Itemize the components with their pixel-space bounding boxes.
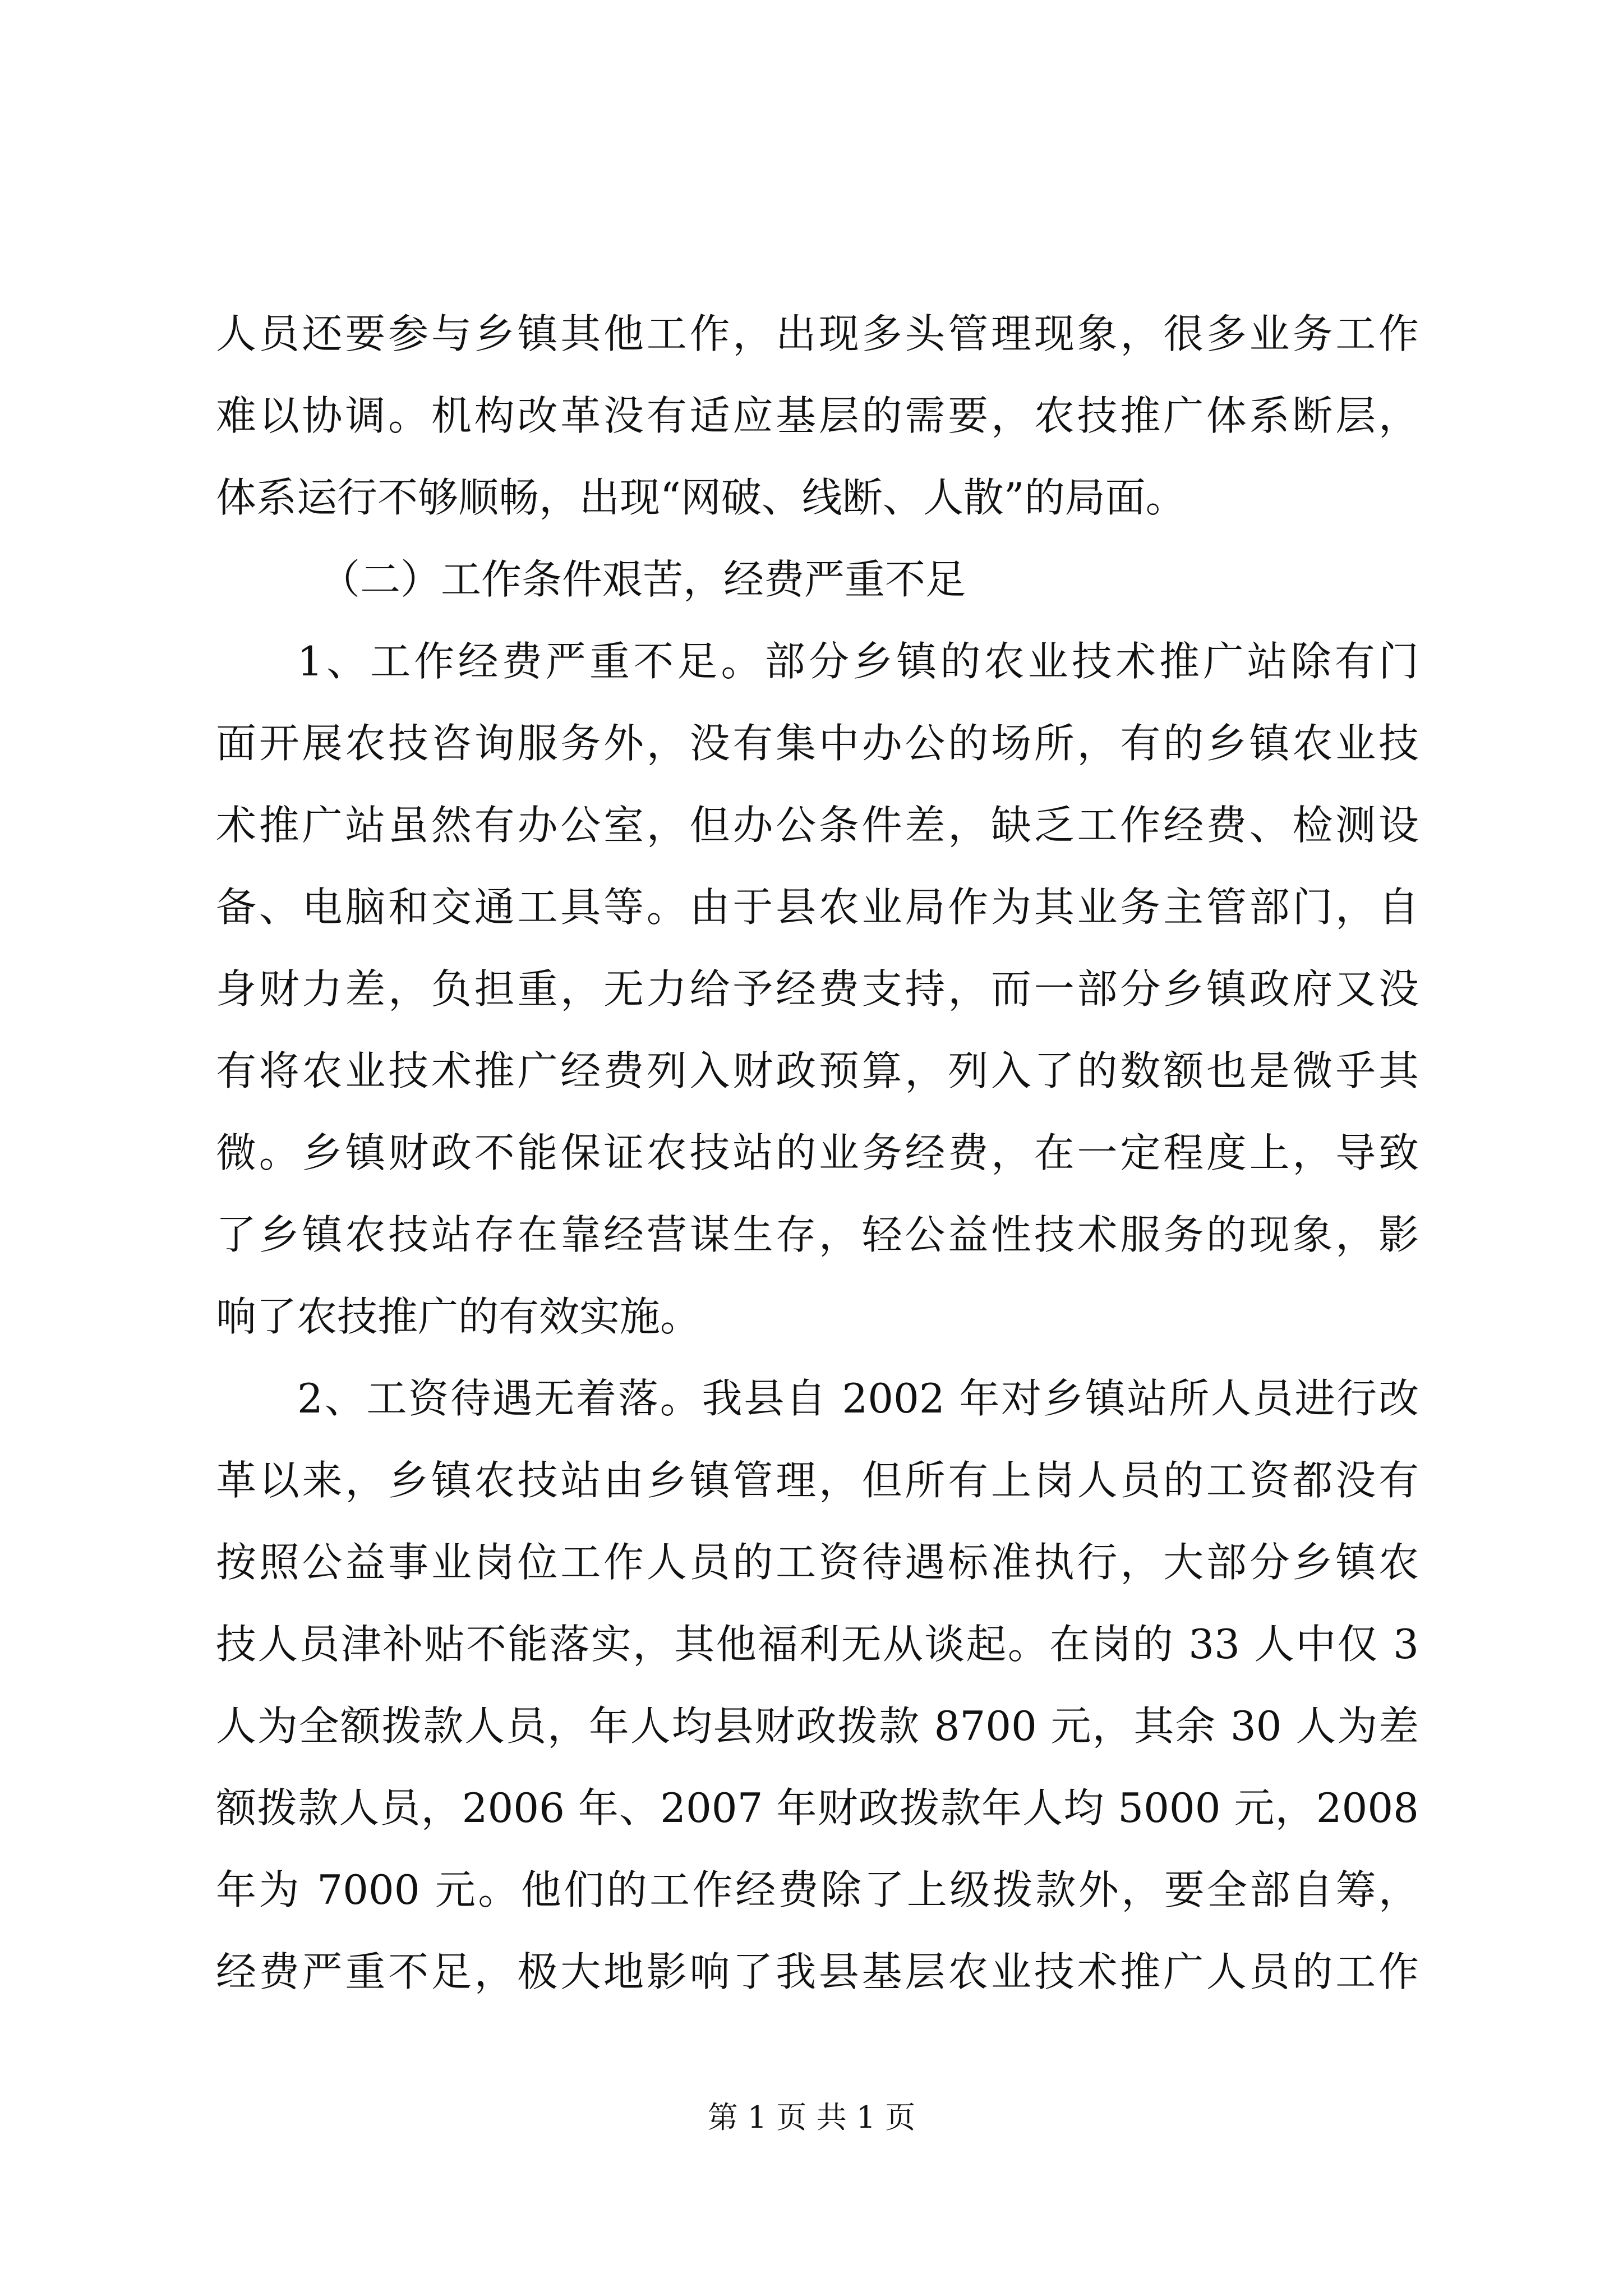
body-text-line: 经费严重不足，极大地影响了我县基层农业技术推广人员的工作 bbox=[216, 1948, 1419, 1995]
body-text-line: 人为全额拨款人员，年人均县财政拨款 8700 元，其余 30 人为差 bbox=[216, 1703, 1419, 1750]
section-heading: （二）工作条件艰苦，经费严重不足 bbox=[320, 556, 966, 603]
body-text-line: 了乡镇农技站存在靠经营谋生存，轻公益性技术服务的现象，影 bbox=[216, 1211, 1419, 1258]
body-text-line: 备、电脑和交通工具等。由于县农业局作为其业务主管部门，自 bbox=[216, 884, 1419, 931]
body-text-line: 难以协调。机构改革没有适应基层的需要，农技推广体系断层， bbox=[216, 392, 1419, 439]
body-text-line: 额拨款人员，2006 年、2007 年财政拨款年人均 5000 元，2008 bbox=[216, 1784, 1419, 1832]
body-text-line: 按照公益事业岗位工作人员的工资待遇标准执行，大部分乡镇农 bbox=[216, 1539, 1419, 1586]
body-text-line: 年为 7000 元。他们的工作经费除了上级拨款外，要全部自筹， bbox=[216, 1866, 1419, 1913]
body-text-line: 响了农技推广的有效实施。 bbox=[216, 1293, 701, 1340]
body-text-line: 身财力差，负担重，无力给予经费支持，而一部分乡镇政府又没 bbox=[216, 965, 1419, 1013]
body-text-line: 面开展农技咨询服务外，没有集中办公的场所，有的乡镇农业技 bbox=[216, 720, 1419, 767]
body-text-line: 有将农业技术推广经费列入财政预算，列入了的数额也是微乎其 bbox=[216, 1047, 1419, 1094]
body-text-line: 革以来，乡镇农技站由乡镇管理，但所有上岗人员的工资都没有 bbox=[216, 1457, 1419, 1504]
body-text-line: 微。乡镇财政不能保证农技站的业务经费，在一定程度上，导致 bbox=[216, 1129, 1419, 1176]
body-text-line: 技人员津补贴不能落实，其他福利无从谈起。在岗的 33 人中仅 3 bbox=[216, 1621, 1419, 1668]
body-text-line: 体系运行不够顺畅，出现“网破、线断、人散”的局面。 bbox=[216, 474, 1186, 521]
page-footer: 第 1 页 共 1 页 bbox=[707, 2100, 916, 2135]
body-text-line: 人员还要参与乡镇其他工作，出现多头管理现象，很多业务工作 bbox=[216, 310, 1419, 357]
paragraph-first-line: 1、工作经费严重不足。部分乡镇的农业技术推广站除有门 bbox=[297, 638, 1419, 685]
paragraph-first-line: 2、工资待遇无着落。我县自 2002 年对乡镇站所人员进行改 bbox=[297, 1375, 1419, 1422]
body-text-line: 术推广站虽然有办公室，但办公条件差，缺乏工作经费、检测设 bbox=[216, 802, 1419, 849]
